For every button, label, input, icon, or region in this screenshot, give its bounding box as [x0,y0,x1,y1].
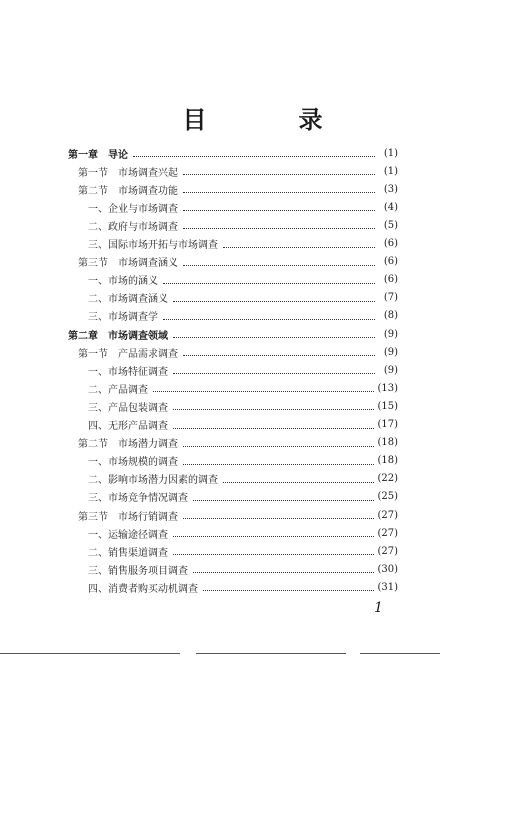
dot-leader [173,300,375,302]
toc-entry-title: 四、消费者购买动机调查 [88,583,198,595]
toc-entry-page: (13) [377,382,398,394]
toc-entry-page: (1) [383,147,398,159]
toc-entry-title: 第三节 市场调查涵义 [78,258,178,270]
toc-entry-title: 四、无形产品调查 [88,421,168,432]
toc-entry-page: (6) [383,238,398,249]
toc-entry-title: 三、国际市场开拓与市场调查 [88,240,218,251]
toc-entry [88,398,398,414]
dot-leader [173,427,374,429]
toc-entry-title: 三、销售服务项目调查 [88,565,188,577]
toc-entry-page: (25) [377,491,398,503]
dot-leader [183,227,375,229]
toc-entry [78,163,398,179]
dot-leader [203,589,374,591]
toc-entry-title: 第二章 市场调查领域 [68,330,168,342]
toc-entry [88,236,398,252]
toc-entry-title: 三、市场调查学 [88,312,158,324]
dot-leader [173,336,375,338]
toc-entry-page: (27) [377,545,398,557]
dot-leader [183,173,375,175]
toc-entry-title: 三、产品包装调查 [88,402,168,414]
dot-leader [183,445,374,447]
dot-leader [173,535,374,537]
bottom-rule [0,653,180,654]
toc-entry [88,525,398,541]
toc-entry-page: (3) [383,183,398,195]
toc-entry-page: (8) [383,310,398,322]
bottom-rule [196,653,346,654]
toc-entry-page: (4) [383,201,398,213]
toc-entry-title: 二、销售渠道调查 [88,547,168,559]
dot-leader [223,481,374,483]
toc-entry-title: 一、市场的涵义 [88,276,158,288]
dot-leader [153,390,374,392]
dot-leader [173,553,374,555]
toc-entry-page: (9) [383,346,398,358]
toc-entry-page: (18) [377,455,398,467]
toc-entry-title: 一、企业与市场调查 [88,203,178,215]
toc-entry-title: 第一节 产品需求调查 [78,348,178,360]
toc-entry [88,217,398,233]
bottom-rule [360,653,440,654]
toc-entry-page: (15) [377,400,398,412]
toc-entry-page: (22) [377,473,398,485]
toc-entry [88,489,398,505]
toc-entry [88,272,398,288]
toc-entry [88,308,398,324]
toc-entry [78,181,398,197]
toc-entry-title: 第三节 市场行销调查 [78,511,178,523]
toc-entry-page: (7) [383,292,398,304]
toc-entry-title: 一、市场规模的调查 [88,457,178,469]
dot-leader [183,354,375,356]
dot-leader [193,571,374,573]
dot-leader [133,155,375,157]
dot-leader [163,282,375,284]
page-number: 1 [374,600,383,616]
toc-entry-page: (30) [377,563,398,575]
page-title: 目 录 [182,106,357,134]
toc-entry-title: 二、市场调查涵义 [88,294,168,306]
dot-leader [183,264,375,266]
toc-entry [88,199,398,215]
dot-leader [173,408,374,410]
toc-entry-title: 二、政府与市场调查 [88,221,178,233]
toc-entry-page: (9) [383,364,398,376]
toc-entry [68,326,398,342]
toc-entry [78,344,398,360]
toc-entry-page: (18) [377,437,398,449]
toc-entry [88,417,398,433]
toc-entry [88,290,398,306]
toc-entry-page: (6) [383,274,398,286]
toc-entry [78,435,398,451]
dot-leader [183,209,375,211]
toc-entry-title: 第一章 导论 [68,149,128,161]
toc-entry [78,507,398,523]
toc-entry-page: (27) [377,509,398,521]
toc-entry-page: (9) [383,328,398,340]
toc-entry-page: (6) [383,256,398,268]
toc-entry-page: (1) [383,165,398,177]
toc-entry-title: 第一节 市场调查兴起 [78,167,178,179]
dot-leader [183,517,374,519]
toc-entry-title: 第二节 市场调查功能 [78,185,178,197]
toc-entry [88,362,398,378]
toc-entry [68,145,398,161]
toc-entry-page: (27) [377,527,398,539]
dot-leader [193,499,374,501]
dot-leader [163,318,375,320]
dot-leader [183,463,374,465]
toc-entry [88,453,398,469]
toc-entry [88,471,398,487]
toc-entry [88,380,398,396]
toc-entry-title: 二、影响市场潜力因素的调查 [88,475,218,487]
toc-entry-page: (31) [377,581,398,593]
toc-entry [88,543,398,559]
dot-leader [223,246,375,248]
toc-entry-title: 三、市场竞争情况调查 [88,493,188,505]
toc-entry [88,579,398,595]
toc-entry-page: (5) [383,219,398,231]
toc-entry-page: (17) [377,419,398,430]
dot-leader [183,191,375,193]
toc-entry-title: 一、市场特征调查 [88,366,168,378]
toc-entry-title: 第二节 市场潜力调查 [78,439,178,451]
toc-entry-title: 一、运输途径调查 [88,529,168,541]
toc-entry [88,561,398,577]
toc-entry-title: 二、产品调查 [88,384,148,396]
toc-entry [78,254,398,270]
dot-leader [173,372,375,374]
